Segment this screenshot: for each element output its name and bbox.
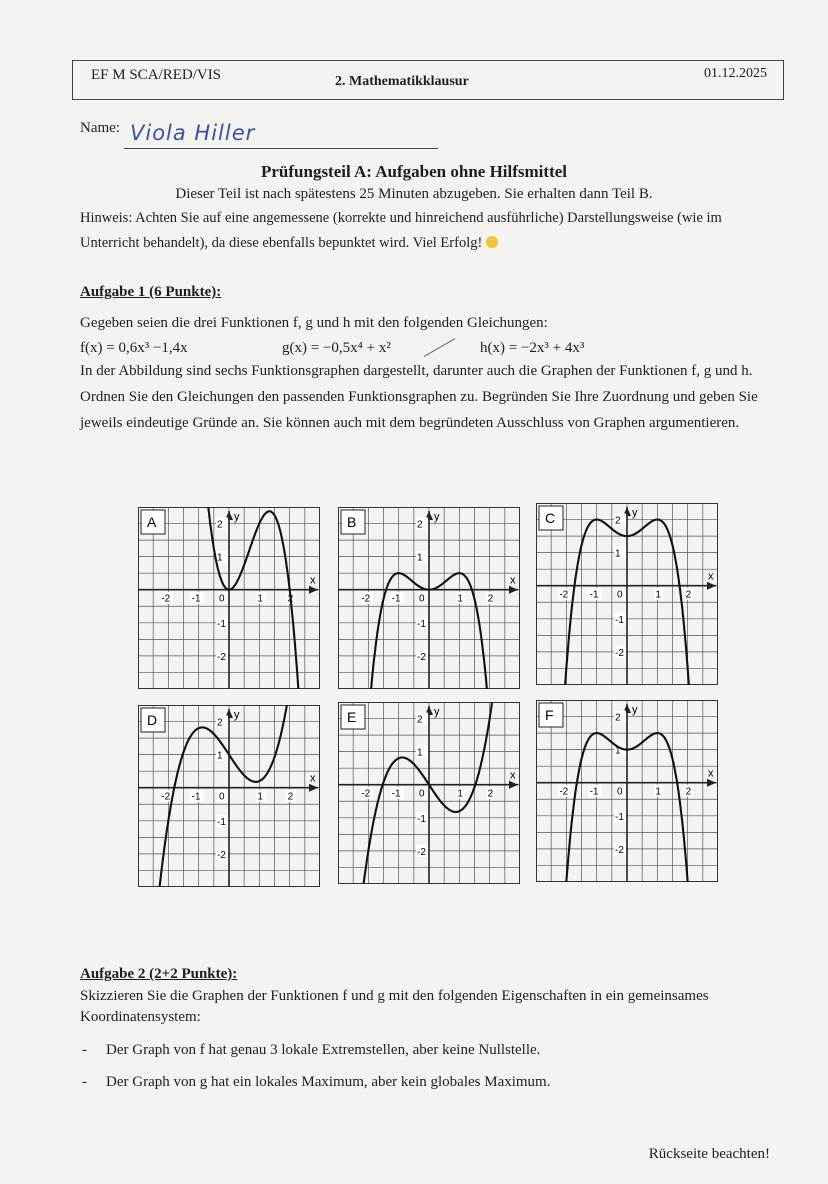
y-axis-label: y [434,706,440,718]
graph-svg-d [138,705,320,887]
equation-g: g(x) = −0,5x⁴ + x² [282,340,391,356]
graph-label: F [545,707,554,723]
graph-svg-a [138,507,320,689]
y-axis-label: y [632,704,638,716]
x-axis-arrow-icon [509,586,518,594]
y-tick-label: -1 [417,813,426,825]
y-axis-label: y [234,511,240,523]
graph-svg-e [338,702,520,884]
task2-item-g: - Der Graph von g hat ein lokales Maximum, aber kein globales Maximum. [80,1066,780,1098]
y-tick-label: -2 [615,647,624,659]
graph-svg-f [536,700,718,882]
y-tick-label: 2 [615,712,621,724]
x-tick-label: 2 [487,788,494,800]
x-tick-label: 1 [257,791,263,803]
graph-label: E [347,709,357,725]
exam-header [72,60,784,100]
x-tick-label: 0 [419,593,425,605]
graph-label: D [147,712,158,728]
y-tick-label: -2 [417,651,426,663]
x-axis-label: x [310,772,316,785]
equation-f: f(x) = 0,6x³ −1,4x [80,340,188,356]
x-tick-label: -1 [191,791,201,803]
graph-svg-c [536,503,718,685]
y-tick-label: -1 [615,614,624,626]
y-tick-label: 1 [417,747,423,759]
x-tick-label: -2 [361,788,371,800]
x-tick-label: 1 [457,593,463,605]
graph-panel-a [138,507,320,689]
y-tick-label: -2 [217,651,226,663]
y-tick-label: 1 [217,552,223,564]
x-tick-label: 1 [655,786,661,798]
x-tick-label: -2 [559,786,569,798]
hint-body: Hinweis: Achten Sie auf eine angemessene (korrekte und hinreichend ausführliche) Darstellungsweise (wie im Unterricht behandelt), da diese ebenfalls bepunktet wird. Viel Erfolg! [80,210,722,251]
task2-list [80,1034,780,1098]
y-axis-label: y [234,709,240,721]
y-axis-label: y [632,507,638,519]
x-tick-label: -2 [161,593,171,605]
x-tick-label: 1 [655,589,661,601]
y-tick-label: -2 [217,849,226,861]
y-tick-label: -1 [417,618,426,630]
x-axis-arrow-icon [509,781,518,789]
y-tick-label: -1 [217,816,226,828]
y-tick-label: 2 [615,515,621,527]
y-tick-label: -2 [615,844,624,856]
y-tick-label: 2 [417,714,423,726]
y-tick-label: -1 [615,811,624,823]
graph-label: C [545,510,556,526]
y-tick-label: 2 [217,519,223,531]
name-line [124,148,438,149]
x-tick-label: -2 [161,791,171,803]
y-tick-label: 1 [217,750,223,762]
x-tick-label: 2 [685,786,692,798]
x-tick-label: 0 [219,593,225,605]
x-axis-arrow-icon [707,582,716,590]
x-tick-label: -1 [589,786,599,798]
y-axis-label: y [434,511,440,523]
task1-instructions: In der Abbildung sind sechs Funktionsgraphen dargestellt, darunter auch die Graphen der Funktionen f, g und h. Ordnen Sie den Gleichungen den passenden Funktionsgraphen zu. Begründen Sie Ihre Zuordnung und geben Sie jeweils eindeutige Gründe an. Sie können auch mit dem begründeten Ausschluss von Graphen argumentieren. [80,363,758,431]
x-tick-label: -1 [391,788,401,800]
graph-panel-c [536,503,718,685]
x-axis-arrow-icon [309,586,318,594]
exam-date: 01.12.2025 [704,66,767,81]
x-tick-label: 0 [219,791,225,803]
graph-label: B [347,514,357,530]
x-tick-label: 1 [457,788,463,800]
x-axis-label: x [708,767,714,780]
smiley-icon [486,236,498,248]
x-axis-label: x [708,570,714,583]
task1-intro: Gegeben seien die drei Funktionen f, g und h mit den folgenden Gleichungen: [80,315,548,331]
x-tick-label: 1 [257,593,263,605]
x-tick-label: -1 [391,593,401,605]
y-tick-label: 1 [615,745,621,757]
task2-item-f: - Der Graph von f hat genau 3 lokale Extremstellen, aber keine Nullstelle. [80,1034,780,1066]
x-tick-label: 2 [287,791,294,803]
graph-svg-b [338,507,520,689]
x-axis-arrow-icon [309,784,318,792]
task1-heading: Aufgabe 1 (6 Punkte): [80,284,222,300]
graph-label: A [147,514,157,530]
name-label: Name: [80,120,120,136]
x-tick-label: -2 [361,593,371,605]
course-code: EF M SCA/RED/VIS [91,67,222,83]
task2-intro: Skizzieren Sie die Graphen der Funktionen f und g mit den folgenden Eigenschaften in ein gemeinsames Koordinatensystem: [80,988,709,1025]
x-tick-label: -2 [559,589,569,601]
x-axis-label: x [510,574,516,587]
x-axis-arrow-icon [707,779,716,787]
x-tick-label: -1 [589,589,599,601]
x-tick-label: 0 [419,788,425,800]
equation-h: h(x) = −2x³ + 4x³ [480,340,585,356]
x-axis-label: x [510,769,516,782]
y-tick-label: 2 [217,717,223,729]
graph-panel-e [338,702,520,884]
footer-note: Rückseite beachten! [648,1146,770,1162]
graph-panel-f [536,700,718,882]
x-tick-label: 0 [617,786,623,798]
task2-heading: Aufgabe 2 (2+2 Punkte): [80,966,238,982]
graph-panel-b [338,507,520,689]
part-title: Prüfungsteil A: Aufgaben ohne Hilfsmittel [260,162,567,181]
x-axis-label: x [310,574,316,587]
y-tick-label: 1 [417,552,423,564]
graph-panel-d [138,705,320,887]
y-tick-label: -2 [417,846,426,858]
y-tick-label: 1 [615,548,621,560]
student-name[interactable]: Viola Hiller [130,121,256,145]
x-tick-label: 0 [617,589,623,601]
y-tick-label: -1 [217,618,226,630]
x-tick-label: 2 [685,589,692,601]
hint-text [80,206,780,256]
x-tick-label: 2 [287,593,294,605]
y-tick-label: 2 [417,519,423,531]
x-tick-label: 2 [487,593,494,605]
exam-title: 2. Mathematikklausur [335,74,469,89]
x-tick-label: -1 [191,593,201,605]
deadline-text: Dieser Teil ist nach spätestens 25 Minuten abzugeben. Sie erhalten dann Teil B. [175,186,653,202]
